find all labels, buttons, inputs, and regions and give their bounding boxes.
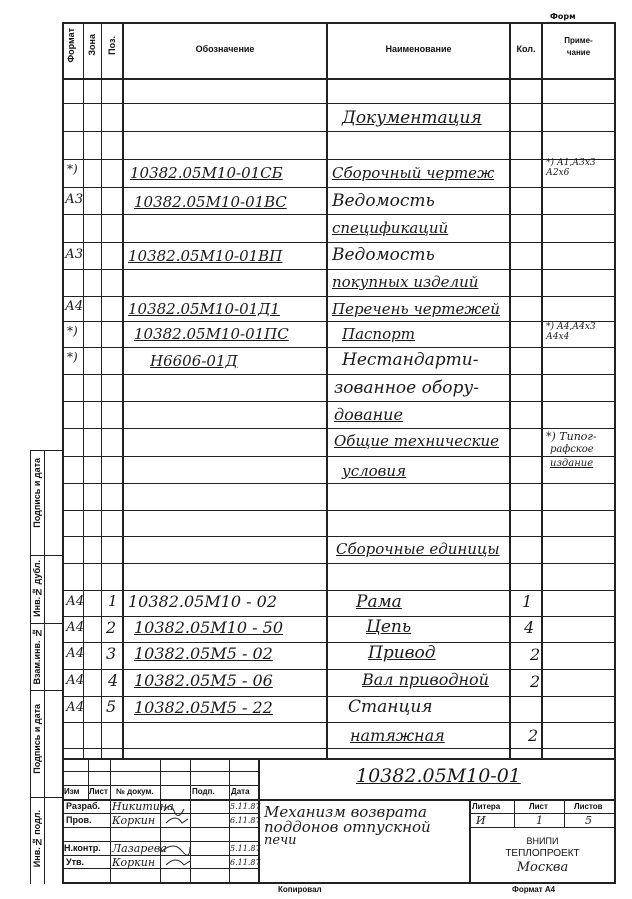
tb-litera: И [476, 814, 486, 827]
asm-designation: 10382.05М5 - 22 [134, 698, 273, 717]
strip-top [30, 450, 62, 451]
asm-name: Станция [348, 697, 433, 717]
general-conditions-line1: Общие технические [334, 432, 499, 450]
tb-org-1: ВНИПИ [526, 836, 559, 846]
header-format: Формат [66, 28, 76, 63]
asm-designation: 10382.05М5 - 06 [134, 671, 273, 690]
asm-designation: 10382.05М10 - 50 [134, 618, 284, 637]
tb-person: Лазарева [112, 842, 167, 855]
asm-pos: 4 [108, 671, 119, 690]
row-line [62, 296, 616, 297]
tb-person: Коркин [112, 814, 156, 827]
tb-col [514, 799, 515, 827]
asm-name-cont: натяжная [350, 726, 445, 745]
titleblock-top [62, 758, 616, 760]
tb-date: 6.11.87 [230, 858, 261, 867]
signatures [160, 799, 230, 869]
tb-role: Разраб. [66, 801, 101, 811]
footer-copied: Копировал [278, 885, 322, 894]
strip-sep [30, 797, 62, 798]
tb-col [110, 758, 111, 882]
row-line [62, 563, 616, 564]
doc-name: Сборочный чертеж [332, 164, 495, 182]
asm-qty: 2 [528, 726, 539, 745]
tb-role: Утв. [66, 857, 85, 867]
row-line [62, 642, 616, 643]
doc-format: А4 [65, 299, 84, 314]
tb-divider [258, 799, 616, 801]
tb-title-2: поддонов отпускной [264, 818, 431, 836]
asm-designation: 10382.05М5 - 02 [134, 644, 273, 663]
general-conditions-note: издание [550, 458, 594, 469]
tb-title-3: печи [264, 833, 297, 848]
tb-title-1: Механизм возврата [264, 803, 427, 821]
row-line [62, 242, 616, 243]
asm-format: А4 [66, 620, 85, 635]
asm-designation: 10382.05М10 - 02 [128, 592, 278, 611]
tb-role: Пров. [66, 815, 92, 825]
strip-replace-inv: Взам.инв. № [32, 628, 42, 685]
tb-h-doc: № докум. [116, 787, 154, 796]
row-line [62, 187, 616, 188]
doc-name-cont: спецификаций [332, 219, 449, 237]
tb-h-date: Дата [231, 787, 250, 796]
asm-format: А4 [66, 673, 85, 688]
row-line [62, 669, 616, 670]
asm-qty: 1 [522, 592, 533, 611]
row-line [62, 103, 616, 104]
doc-designation: 10382.05М10-01СБ [130, 164, 283, 182]
doc-name-cont: зованное обору- [334, 378, 479, 398]
frame-left [62, 22, 64, 884]
doc-name: Перечень чертежей [332, 300, 500, 318]
asm-name: Рама [356, 592, 402, 612]
doc-name: Ведомость [332, 245, 435, 265]
asm-name: Вал приводной [362, 670, 489, 689]
tb-sheet: 1 [536, 814, 543, 827]
asm-format: А4 [66, 594, 85, 609]
strip-inner [44, 450, 45, 884]
doc-format: А3 [65, 192, 84, 207]
doc-note: *) А4,А4х3 А4х4 [546, 322, 596, 342]
row-line [62, 722, 616, 723]
asm-name: Цепь [366, 617, 412, 637]
header-zone: Зона [87, 34, 97, 56]
asm-qty: 2 [530, 645, 541, 664]
col-sep-3 [122, 22, 124, 758]
frame-right [614, 22, 616, 884]
format-top-label: Форм [550, 12, 576, 21]
strip-sep [30, 690, 62, 691]
doc-name-cont: покупных изделий [332, 273, 479, 291]
header-note-2: чание [566, 48, 591, 57]
doc-name: Нестандарти- [342, 350, 479, 370]
row-line [62, 483, 616, 484]
asm-qty: 4 [524, 618, 535, 637]
doc-format: *) [67, 324, 78, 338]
row-line [62, 214, 616, 215]
strip-sign-date-2: Подпись и дата [32, 458, 42, 528]
footer-format: Формат А4 [512, 885, 556, 894]
tb-h-izm: Изм [64, 787, 80, 796]
doc-format: А3 [65, 247, 84, 262]
row-line [62, 696, 616, 697]
general-conditions-line2: условия [342, 462, 407, 480]
strip-sep [30, 623, 62, 624]
tb-h-litera: Литера [472, 802, 501, 811]
header-name: Наименование [385, 44, 452, 54]
col-sep-5 [509, 22, 511, 758]
header-pos: Поз. [107, 36, 117, 55]
row-line [62, 616, 616, 617]
row-line [62, 374, 616, 375]
tb-h-sheets: Листов [574, 802, 603, 811]
doc-designation: 10382.05М10-01ВС [134, 193, 287, 211]
row-line [62, 131, 616, 132]
strip-inv-dup: Инв.№ дубл. [32, 560, 42, 617]
row-line [62, 269, 616, 270]
strip-sign-date-1: Подпись и дата [32, 704, 42, 774]
doc-name-cont: дование [334, 405, 403, 424]
tb-date: 5.11.87 [230, 844, 261, 853]
doc-format: *) [67, 162, 78, 176]
doc-name: Паспорт [342, 325, 415, 343]
row-line [62, 590, 616, 591]
tb-person: Никитина [112, 800, 174, 813]
row-line [62, 456, 616, 457]
row-line [62, 347, 616, 348]
asm-qty: 2 [530, 672, 541, 691]
col-sep-6 [541, 22, 543, 758]
row-line [62, 748, 616, 749]
tb-date: 6.11.87 [230, 816, 261, 825]
header-designation: Обозначение [195, 44, 255, 54]
doc-note: *) А1,А3х3 А2х6 [546, 158, 596, 178]
tb-org-2: ТЕПЛОПРОЕКТ [505, 848, 580, 859]
row-line [62, 159, 616, 160]
doc-designation: 10382.05М10-01ПС [134, 325, 289, 343]
doc-designation: 10382.05М10-01Д1 [128, 300, 280, 318]
asm-name: Привод [368, 643, 436, 663]
general-conditions-note: рафское [550, 444, 594, 455]
strip-outer [30, 450, 31, 884]
row-line [62, 321, 616, 322]
doc-designation: 10382.05М10-01ВП [128, 247, 283, 265]
doc-format: *) [67, 350, 78, 364]
tb-row [469, 827, 616, 828]
general-conditions-note: *) Типог- [546, 430, 597, 443]
doc-designation: Н6606-01Д [150, 352, 238, 370]
row-line [62, 428, 616, 429]
doc-name: Ведомость [332, 191, 435, 211]
asm-format: А4 [66, 700, 85, 715]
asm-pos: 1 [108, 592, 118, 610]
asm-format: А4 [66, 646, 85, 661]
frame-bottom [62, 882, 616, 884]
header-qty: Кол. [516, 44, 536, 54]
strip-sep [30, 555, 62, 556]
section-documentation: Документация [342, 108, 482, 128]
tb-h-sheet: Лист [529, 802, 548, 811]
tb-org-3: Москва [516, 860, 569, 875]
tb-h-list: Лист [89, 787, 108, 796]
row-line [62, 510, 616, 511]
doc-number: 10382.05М10-01 [356, 765, 521, 787]
col-sep-2 [101, 22, 102, 758]
row-line [62, 401, 616, 402]
header-note-1: Приме- [564, 36, 593, 45]
asm-pos: 5 [106, 697, 117, 716]
strip-inv-orig: Инв.№ подл. [32, 810, 42, 868]
section-assemblies: Сборочные единицы [336, 540, 500, 558]
tb-role: Н.контр. [64, 843, 101, 853]
tb-date: 5.11.87 [230, 802, 261, 811]
tb-h-sign: Подп. [192, 787, 215, 796]
asm-pos: 2 [106, 618, 117, 637]
header-bottom [62, 78, 616, 80]
tb-col [564, 799, 565, 827]
frame-top [62, 22, 616, 24]
tb-sheets: 5 [585, 814, 592, 827]
row-line [62, 536, 616, 537]
col-sep-4 [326, 22, 328, 758]
tb-person: Коркин [112, 856, 156, 869]
asm-pos: 3 [106, 644, 117, 663]
